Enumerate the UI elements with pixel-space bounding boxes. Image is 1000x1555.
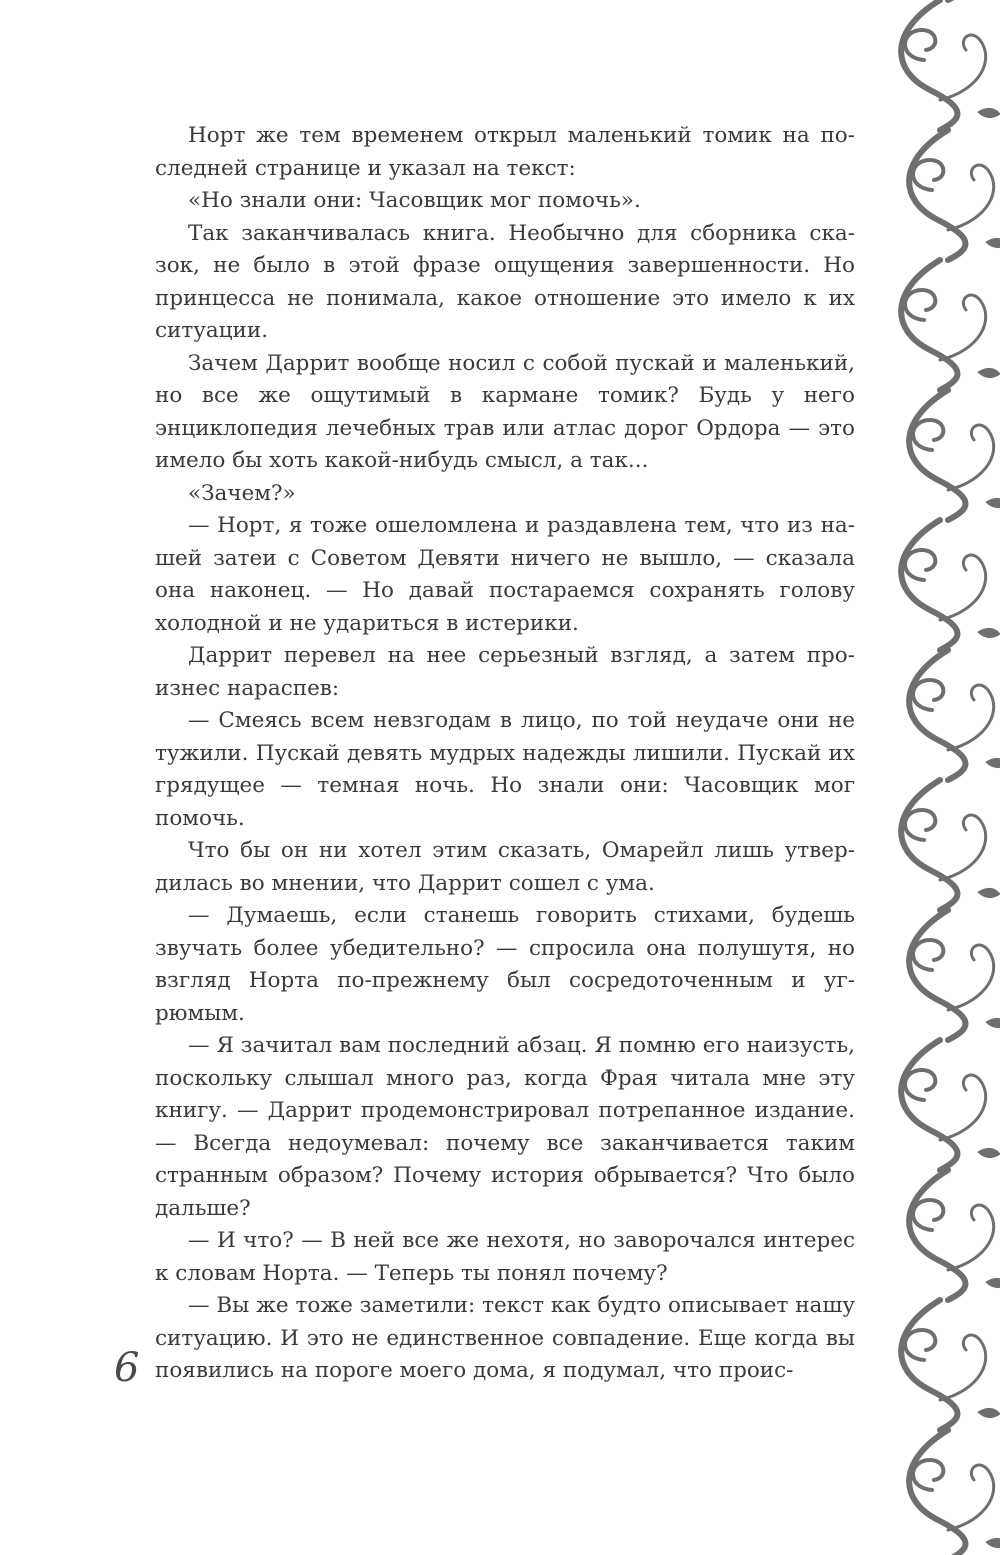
ornament-flourish [948,945,994,1010]
body-text [155,120,855,1388]
paragraph: Даррит перевел на нее серьезный взгляд, а затем произнес нараспев: [155,643,855,701]
ornament-stem [901,1040,957,1170]
ornament-leaf [978,1408,1000,1417]
ornament-curl [913,420,943,450]
ornament-curl [905,30,935,60]
ornament-leaf [978,888,1000,897]
page-number: 6 [114,1345,140,1391]
ornament-curl [913,1200,943,1230]
ornament-stem [909,1170,965,1300]
paragraph: «Зачем?» [188,480,296,506]
ornament-stem [901,780,957,910]
ornament-stem [901,0,957,130]
ornament-leaf [986,1278,1000,1287]
ornament-stem [909,1430,965,1555]
ornament-leaf [978,628,1000,637]
ornament-flourish [948,1205,994,1270]
ornament-stem [909,130,965,260]
ornament-curl [913,160,943,190]
paragraph: — Думаешь, если станешь говорить стихами, будешь звучать более убедительно? — спросила она полушутя, но взгляд Норта по-прежнему был сосредоточенным и угрюмым. [155,903,855,1026]
swirl-border-ornament-icon [880,0,1000,1555]
ornament-stem [909,650,965,780]
paragraph: — Норт, я тоже ошеломлена и раздавлена тем, что из нашей затеи с Советом Девяти ничего не вышло, — сказала она наконец. — Но давай постараемся сохранять голову холодной и не удариться в истерики. [155,513,855,636]
ornament-curl [913,680,943,710]
ornament-curl [905,290,935,320]
ornament-stem [901,260,957,390]
ornament-leaf [978,1148,1000,1157]
ornament-leaf [986,498,1000,507]
paragraph: — Я зачитал вам последний абзац. Я помню его наизусть, поскольку слышал много раз, когда Фрая читала мне эту книгу. — Даррит продемонстрировал потрепанное издание. — Всегда недоумевал: почему все заканчивается таким странным образом? Почему история обрывается? Что было дальше? [155,1033,855,1221]
ornament-leaf [986,1018,1000,1027]
ornament-stem [909,390,965,520]
ornament-leaf [986,238,1000,247]
ornament-curl [905,550,935,580]
ornament-curl [905,1330,935,1360]
paragraph: Так заканчивалась книга. Необычно для сборника сказок, не было в этой фразе ощущения завершенности. Но принцесса не понимала, какое отношение это имело к их ситуации. [155,220,855,343]
ornament-leaf [986,1538,1000,1547]
ornament-flourish [948,165,994,230]
ornament-flourish [940,815,986,880]
ornament-curl [913,940,943,970]
ornament-leaf [978,108,1000,117]
paragraph: Что бы он ни хотел этим сказать, Омарейл лишь утвердилась во мнении, что Даррит сошел с ума. [155,838,855,896]
ornament-stem [901,1300,957,1430]
ornament-curl [905,810,935,840]
ornament-flourish [940,1075,986,1140]
ornament-stem [901,520,957,650]
paragraph: Норт же тем временем открыл маленький томик на последней странице и указал на текст: [155,123,855,181]
paragraph: Зачем Даррит вообще носил с собой пускай и маленький, но все же ощутимый в кармане томик? Будь у него энциклопедия лечебных трав или атлас дорог Ордора — это имело бы хоть какой-нибудь смысл, а так... [155,350,855,473]
paragraph: — Вы же тоже заметили: текст как будто описывает нашу ситуацию. И это не единственное совпадение. Еще когда вы появились на пороге моего дома, я подумал, что проис- [155,1293,855,1383]
paragraph: «Но знали они: Часовщик мог помочь». [188,188,641,213]
ornament-flourish [948,1465,994,1530]
paragraph: — Смеясь всем невзгодам в лицо, по той неудаче они не тужили. Пускай девять мудрых надежды лишили. Пускай их грядущее — темная ночь. Но знали они: Часовщик мог помочь. [155,708,855,831]
ornament-leaf [986,758,1000,767]
ornament-flourish [948,685,994,750]
ornament-flourish [940,35,986,100]
ornament-flourish [948,425,994,490]
ornament-flourish [940,295,986,360]
ornament-flourish [940,1335,986,1400]
ornament-stem [909,910,965,1040]
ornament-curl [913,1460,943,1490]
ornament-leaf [978,368,1000,377]
ornament-curl [905,1070,935,1100]
paragraph: — И что? — В ней все же нехотя, но заворочался интерес к словам Норта. — Теперь ты понял почему? [155,1228,855,1286]
ornament-flourish [940,555,986,620]
